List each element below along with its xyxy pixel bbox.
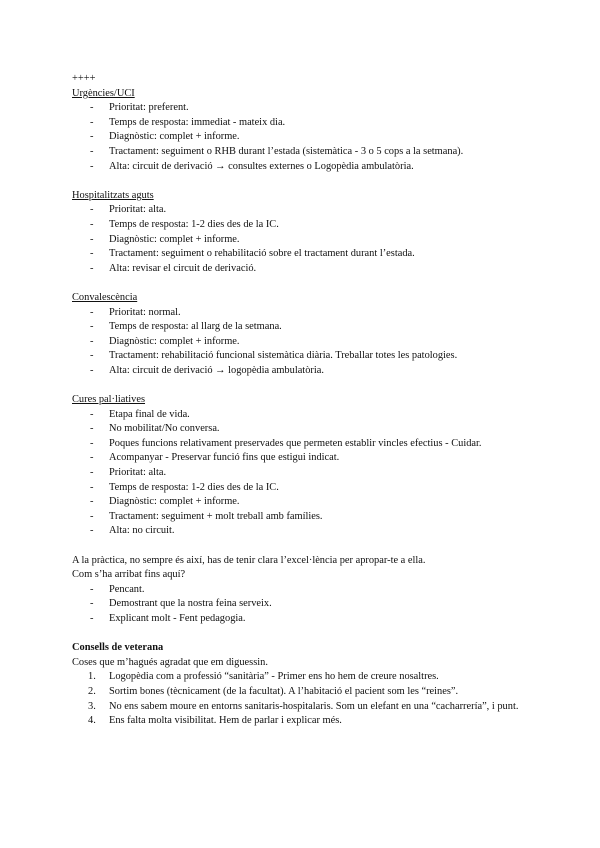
item-number: 1. <box>88 671 96 683</box>
list-item: - Alta: circuit de derivació → consultes externes o Logopèdia ambulatòria. <box>72 160 532 175</box>
section-heading-urgencies: Urgències/UCI <box>72 87 135 99</box>
list-item: - Pencant. <box>72 583 532 598</box>
list-item: - Temps de resposta: 1-2 dies des de la IC. <box>72 481 532 496</box>
practice-question: Com s’ha arribat fins aquí? <box>72 569 186 581</box>
list-item: - Alta: no circuit. <box>72 524 532 539</box>
list-item: - Etapa final de vida. <box>72 408 532 423</box>
convalescencia-list <box>72 306 532 379</box>
list-item: - Diagnòstic: complet + informe. <box>72 130 532 145</box>
list-item: - Tractament: seguiment o RHB durant l’estada (sistemàtica - 3 o 5 cops a la setmana). <box>72 145 532 160</box>
list-item: - Diagnòstic: complet + informe. <box>72 233 532 248</box>
list-item: - No mobilitat/No conversa. <box>72 422 532 437</box>
list-item: - Diagnòstic: complet + informe. <box>72 335 532 350</box>
practice-paragraph: A la pràctica, no sempre és així, has de tenir clara l’excel·lència per apropar-te a ella. <box>72 554 426 566</box>
numbered-item <box>72 670 532 685</box>
document-body <box>72 72 532 729</box>
item-number: 2. <box>88 685 96 697</box>
urgencies-list <box>72 101 532 174</box>
item-number: 3. <box>88 700 96 712</box>
list-item: - Prioritat: alta. <box>72 203 532 218</box>
numbered-item <box>72 714 532 729</box>
section-heading-hospitalitzats: Hospitalitzats aguts <box>72 189 154 201</box>
section-marker: ++++ <box>72 73 96 84</box>
numbered-item <box>72 700 532 715</box>
item-number: 4. <box>88 715 96 727</box>
list-item: - Demostrant que la nostra feina serveix. <box>72 597 532 612</box>
advice-intro: Coses que m’hagués agradat que em diguessin. <box>72 656 268 668</box>
practice-list <box>72 583 532 627</box>
item-text: Sortim bones (tècnicament (de la facultat). A l’habitació el pacient som les “reines”. <box>109 685 459 697</box>
list-item: - Temps de resposta: al llarg de la setmana. <box>72 320 532 335</box>
item-text: No ens sabem moure en entorns sanitaris-hospitalaris. Som un elefant en una “cacharrería”, i punt. <box>109 700 519 712</box>
list-item: - Prioritat: alta. <box>72 466 532 481</box>
numbered-item <box>72 685 532 700</box>
list-item: - Temps de resposta: 1-2 dies des de la IC. <box>72 218 532 233</box>
list-item: - Prioritat: preferent. <box>72 101 532 116</box>
cures-palliatives-list <box>72 408 532 539</box>
list-item: - Diagnòstic: complet + informe. <box>72 495 532 510</box>
advice-heading: Consells de veterana <box>72 642 164 654</box>
list-item: - Prioritat: normal. <box>72 306 532 321</box>
advice-list <box>72 670 532 728</box>
list-item: - Alta: revisar el circuit de derivació. <box>72 262 532 277</box>
list-item: - Temps de resposta: immediat - mateix dia. <box>72 116 532 131</box>
list-item: - Acompanyar - Preservar funció fins que estigui indicat. <box>72 451 532 466</box>
list-item: - Tractament: seguiment o rehabilitació sobre el tractament durant l’estada. <box>72 247 532 262</box>
section-heading-cures-palliatives: Cures pal·liatives <box>72 394 146 406</box>
list-item: - Explicant molt - Fent pedagogia. <box>72 612 532 627</box>
list-item: - Poques funcions relativament preservades que permeten establir vincles efectius - Cuidar. <box>72 437 532 452</box>
section-heading-convalescencia: Convalescència <box>72 291 138 303</box>
item-text: Logopèdia com a professió “sanitària” - Primer ens ho hem de creure nosaltres. <box>109 671 439 683</box>
item-text: Ens falta molta visibilitat. Hem de parlar i explicar més. <box>109 715 342 727</box>
list-item: - Alta: circuit de derivació → logopèdia ambulatòria. <box>72 364 532 379</box>
list-item: - Tractament: seguiment + molt treball amb famílies. <box>72 510 532 525</box>
hospitalitzats-list <box>72 203 532 276</box>
list-item: - Tractament: rehabilitació funcional sistemàtica diària. Treballar totes les patologies. <box>72 349 532 364</box>
